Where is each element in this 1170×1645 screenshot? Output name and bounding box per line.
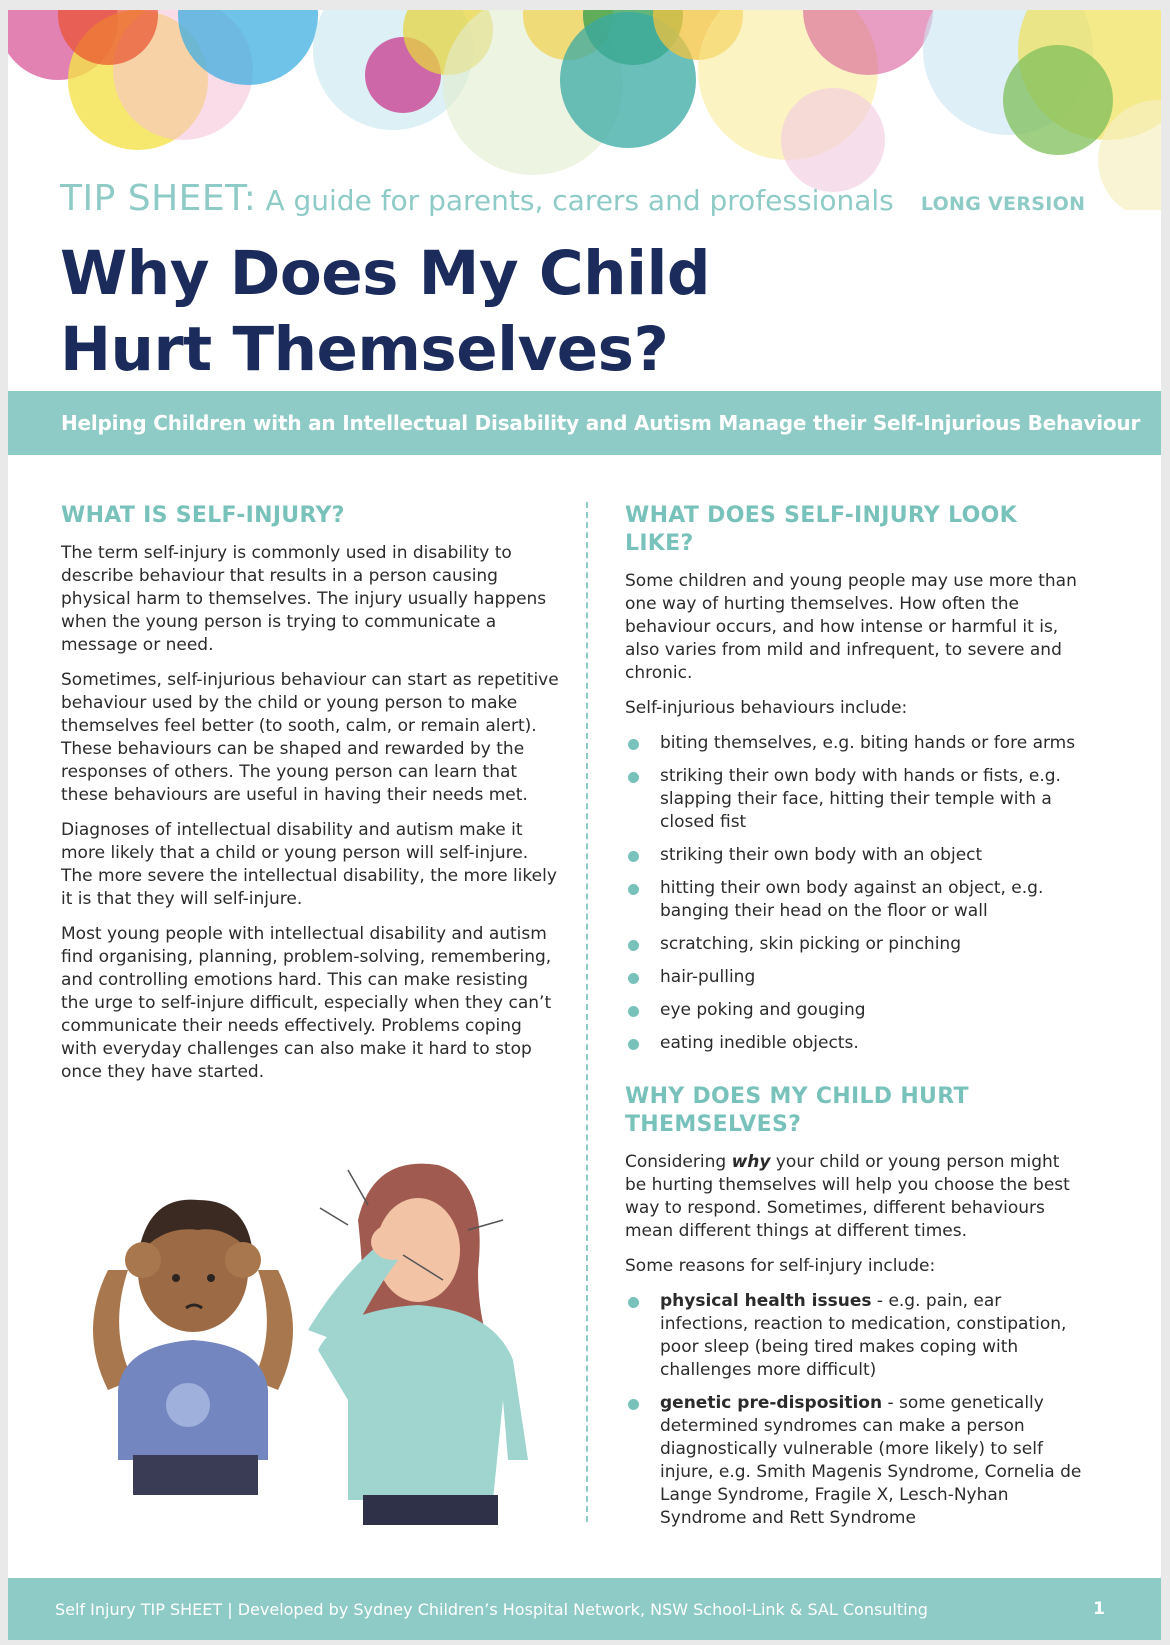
reason-text: - some genetically determined syndromes can make a person diagnostically vulnerable (more likely) to self injure, e.g. Smith Magenis Syndrome, Cornelia de Lange Syndrome, Fragile X, Lesch-Nyhan Syndrome and Rett Syndrome <box>660 1393 1082 1528</box>
bullet-icon <box>628 884 639 895</box>
left-paragraph: Diagnoses of intellectual disability and autism make it more likely that a child or young person will self-injure. The more severe the intellectual disability, the more likely it is that they will self-injure. <box>61 820 557 909</box>
bullet-icon <box>628 1297 639 1308</box>
list-item <box>625 732 1085 755</box>
what-does-self-injury-look-like-heading: WHAT DOES SELF-INJURY LOOK LIKE? <box>625 503 1017 556</box>
list-item <box>625 1392 1085 1530</box>
bullet-icon <box>628 940 639 951</box>
right-intro: Some children and young people may use more than one way of hurting themselves. How often the behaviour occurs, and how intense or harmful it is, also varies from mild and infrequent, to severe and chronic. <box>625 571 1077 683</box>
children-illustration <box>48 1160 568 1530</box>
boy-illustration <box>93 1200 293 1495</box>
left-paragraph: The term self-injury is commonly used in disability to describe behaviour that results in a person causing physical harm to themselves. The injury usually happens when the young person is trying to communicate a message or need. <box>61 543 547 655</box>
title-line-2: Hurt Themselves? <box>60 314 669 385</box>
list-item-text: hair-pulling <box>660 967 756 987</box>
list-item-text: scratching, skin picking or pinching <box>660 934 961 954</box>
reason-title: physical health issues <box>660 1291 872 1311</box>
column-divider <box>586 502 588 1522</box>
list-item <box>625 933 1085 956</box>
bullet-icon <box>628 772 639 783</box>
page-title <box>60 236 710 388</box>
list-item-text: eye poking and gouging <box>660 1000 866 1020</box>
list-item-text: hitting their own body against an object, e.g. banging their head on the floor or wall <box>660 878 1044 921</box>
list-item <box>625 966 1085 989</box>
tip-sheet-page <box>8 10 1161 1640</box>
bullet-icon <box>628 739 639 750</box>
list-item-text: striking their own body with an object <box>660 845 983 865</box>
page-number: 1 <box>1093 1599 1105 1619</box>
why-text-post: your child or young person might be hurting themselves will help you choose the best way to respond. Sometimes, different behaviours mean different things at different times. <box>625 1152 1070 1241</box>
bullet-icon <box>628 851 639 862</box>
behaviours-list <box>625 732 1085 1055</box>
list-item-text: biting themselves, e.g. biting hands or fore arms <box>660 733 1076 753</box>
list-item <box>625 844 1085 867</box>
tip-sheet-line <box>60 178 1120 219</box>
list-item <box>625 765 1085 834</box>
what-is-self-injury-heading: WHAT IS SELF-INJURY? <box>61 503 345 528</box>
why-paragraph <box>625 1151 1085 1243</box>
footer-text: Self Injury TIP SHEET | Developed by Sydney Children’s Hospital Network, NSW School-Link & SAL Consulting <box>55 1599 928 1619</box>
left-paragraph: Sometimes, self-injurious behaviour can start as repetitive behaviour used by the child or young person to make themselves feel better (to sooth, calm, or remain alert). These behaviours can be shaped and rewarded by the responses of others. The young person can learn that these behaviours are useful in having their needs met. <box>61 670 559 805</box>
title-line-1: Why Does My Child <box>60 238 711 309</box>
bullet-icon <box>628 1399 639 1410</box>
tip-sheet-subtitle: A guide for parents, carers and professionals <box>265 184 894 217</box>
girl-illustration <box>308 1164 528 1525</box>
page-footer <box>8 1578 1161 1640</box>
reason-title: genetic pre-disposition <box>660 1393 883 1413</box>
reasons-list <box>625 1290 1085 1530</box>
why-text-pre: Considering <box>625 1152 732 1172</box>
bullet-icon <box>628 1006 639 1017</box>
why-does-my-child-heading: WHY DOES MY CHILD HURT THEMSELVES? <box>625 1084 969 1137</box>
tip-sheet-label: TIP SHEET: <box>60 178 257 219</box>
left-column <box>61 502 561 1096</box>
version-label: LONG VERSION <box>920 193 1086 215</box>
list-item <box>625 1032 1085 1055</box>
right-column <box>625 502 1085 1540</box>
reason-text: - e.g. pain, ear infections, reaction to medication, constipation, poor sleep (being tired makes coping with challenges more difficult) <box>660 1291 1067 1380</box>
reasons-intro: Some reasons for self-injury include: <box>625 1256 936 1276</box>
list-item <box>625 999 1085 1022</box>
left-paragraph: Most young people with intellectual disability and autism find organising, planning, problem-solving, remembering, and controlling emotions hard. This can make resisting the urge to self-injure difficult, especially when they can’t communicate their needs effectively. Problems coping with everyday challenges can also make it hard to stop once they have started. <box>61 924 552 1082</box>
list-item <box>625 877 1085 923</box>
behaviours-intro: Self-injurious behaviours include: <box>625 698 908 718</box>
list-item <box>625 1290 1085 1382</box>
banner-text: Helping Children with an Intellectual Disability and Autism Manage their Self-Injurious Behaviour <box>61 411 1141 435</box>
list-item-text: eating inedible objects. <box>660 1033 859 1053</box>
why-emphasis: why <box>731 1152 771 1172</box>
subtitle-banner <box>8 391 1161 455</box>
list-item-text: striking their own body with hands or fists, e.g. slapping their face, hitting their temple with a closed fist <box>660 766 1061 832</box>
bullet-icon <box>628 973 639 984</box>
bullet-icon <box>628 1039 639 1050</box>
